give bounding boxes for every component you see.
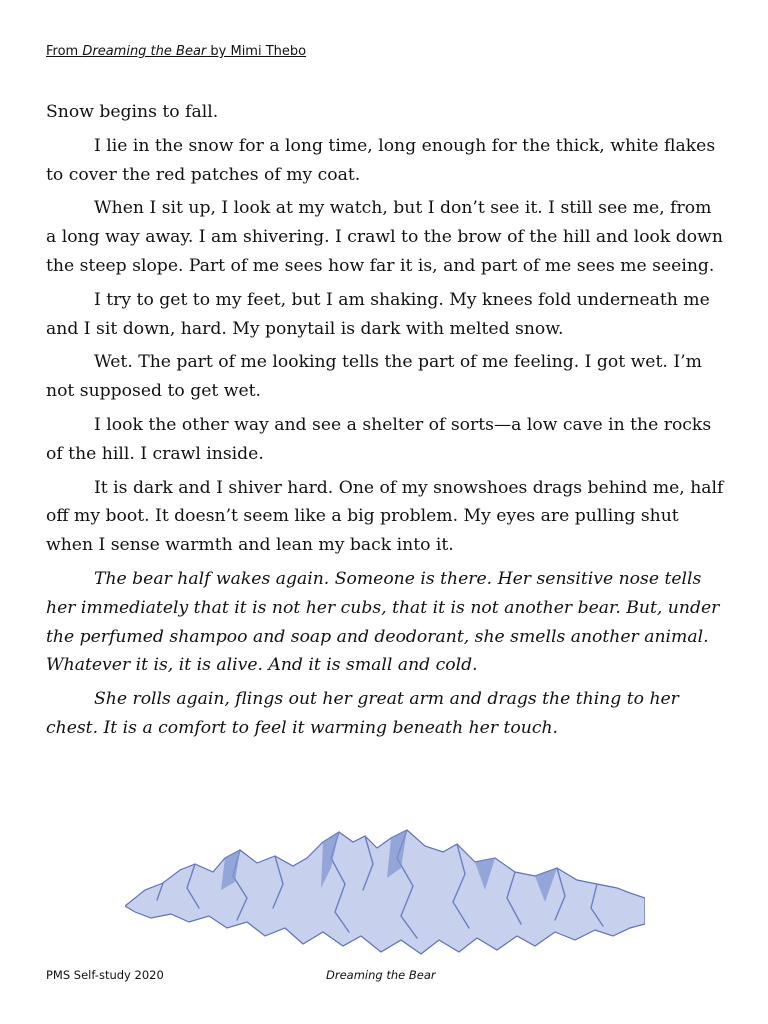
paragraph-8: The bear half wakes again. Someone is there. Her sensitive nose tells her immediately that it is not her cubs, that it is not another bear. But, under the perfumed shampoo and soap and deodorant, she smells another animal. Whatever it is, it is alive. And it is small and cold. bbox=[46, 568, 720, 676]
paragraph-6: I look the other way and see a shelter of sorts—a low cave in the rocks of the hill. I crawl inside. bbox=[46, 414, 712, 464]
paragraph-2: I lie in the snow for a long time, long enough for the thick, white flakes to cover the red patches of my coat. bbox=[46, 135, 716, 185]
footer-title: Dreaming the Bear bbox=[326, 968, 436, 982]
paragraph-4: I try to get to my feet, but I am shaking. My knees fold underneath me and I sit down, hard. My ponytail is dark with melted snow. bbox=[46, 289, 710, 339]
story-text bbox=[46, 98, 726, 748]
paragraph-3: When I sit up, I look at my watch, but I don’t see it. I still see me, from a long way away. I am shivering. I crawl to the brow of the hill and look down the steep slope. Part of me sees how far it is, and part of me sees me seeing. bbox=[46, 198, 723, 276]
source-prefix: From bbox=[46, 44, 83, 59]
footer-course: PMS Self-study 2020 bbox=[46, 968, 164, 982]
source-title: Dreaming the Bear bbox=[82, 44, 207, 59]
paragraph-5: Wet. The part of me looking tells the part of me feeling. I got wet. I’m not supposed to get wet. bbox=[46, 352, 702, 402]
paragraph-9: She rolls again, flings out her great arm and drags the thing to her chest. It is a comfort to feel it warming beneath her touch. bbox=[46, 689, 679, 738]
source-author: by Mimi Thebo bbox=[206, 44, 307, 59]
source-line bbox=[46, 44, 306, 59]
mountain-silhouette bbox=[125, 830, 645, 954]
paragraph-1: Snow begins to fall. bbox=[46, 102, 219, 122]
mountain-range-icon bbox=[125, 828, 645, 956]
paragraph-7: It is dark and I shiver hard. One of my snowshoes drags behind me, half off my boot. It doesn’t seem like a big problem. My eyes are pulling shut when I sense warmth and lean my back into it. bbox=[46, 477, 724, 556]
